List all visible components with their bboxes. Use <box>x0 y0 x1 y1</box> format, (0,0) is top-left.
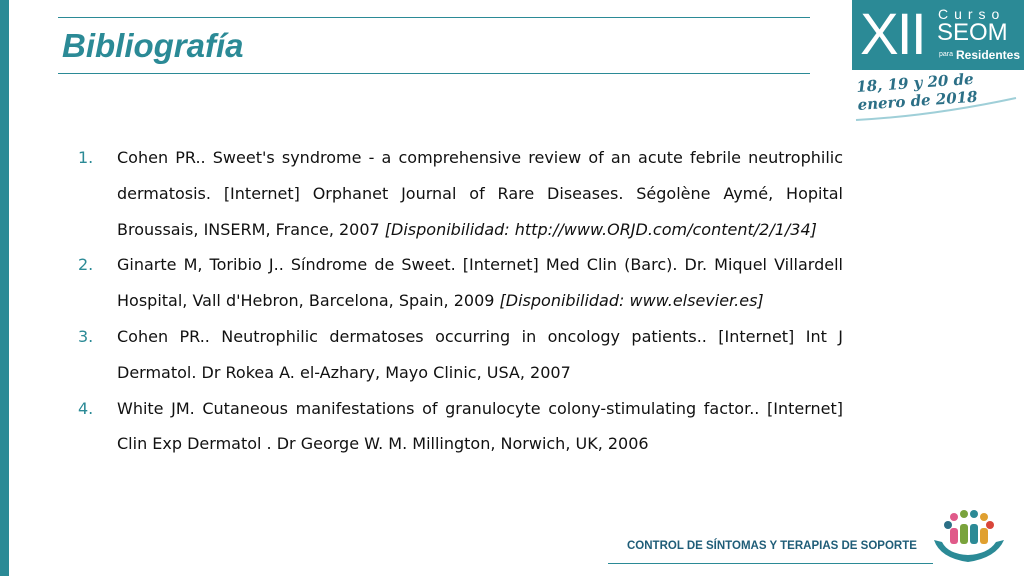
reference-text: Cohen PR.. Neutrophilic dermatoses occurring in oncology patients.. [Internet] Int J Dermatol. Dr Rokea A. el-Azhary, Mayo Clinic, USA, 2007 <box>117 326 843 382</box>
course-dates: 18, 19 y 20 de enero de 2018 <box>855 69 979 114</box>
seom-course-logo <box>852 0 1024 70</box>
reference-availability: [Disponibilidad: http://www.ORJD.com/content/2/1/34] <box>384 219 817 239</box>
reference-number: 1. <box>78 148 94 167</box>
title-bottom-rule <box>58 73 810 74</box>
reference-number: 3. <box>78 326 94 346</box>
left-accent-bar <box>0 0 9 576</box>
page-title: Bibliografía <box>62 27 244 64</box>
logo-numeral: XII <box>860 2 925 67</box>
footer-rule <box>608 563 933 564</box>
reference-text: White JM. Cutaneous manifestations of granulocyte colony-stimulating factor.. [Internet] Clin Exp Dermatol . Dr George W. M. Millington, Norwich, UK, 2006 <box>117 398 843 454</box>
reference-text: Cohen PR.. Sweet's syndrome - a comprehensive review of an acute febrile neutrophilic dermatosis. [Internet] Orphanet Journal of Rare Diseases. Ségolène Aymé, Hopital Broussais, INSERM, France, 2007 <box>117 148 843 239</box>
logo-curso: Curso <box>938 6 1006 22</box>
logo-residentes: Residentes <box>956 48 1021 62</box>
logo-org: SEOM <box>937 19 1008 46</box>
reference-item <box>76 319 843 391</box>
reference-item <box>76 140 843 247</box>
date-swoosh-icon <box>852 96 1020 126</box>
people-group-icon <box>930 508 1010 568</box>
reference-item <box>76 247 843 319</box>
reference-item <box>76 391 843 463</box>
reference-availability: [Disponibilidad: www.elsevier.es] <box>499 291 764 311</box>
title-top-rule <box>58 17 810 18</box>
reference-list <box>76 140 843 462</box>
footer-course-title: CONTROL DE SÍNTOMAS Y TERAPIAS DE SOPORTE <box>627 540 917 552</box>
reference-text: Ginarte M, Toribio J.. Síndrome de Sweet. [Internet] Med Clin (Barc). Dr. Miquel Villardell Hospital, Vall d'Hebron, Barcelona, Spain, 2009 <box>117 255 843 311</box>
logo-para: para <box>939 51 954 58</box>
reference-number: 4. <box>78 398 94 418</box>
reference-number: 2. <box>78 255 94 275</box>
